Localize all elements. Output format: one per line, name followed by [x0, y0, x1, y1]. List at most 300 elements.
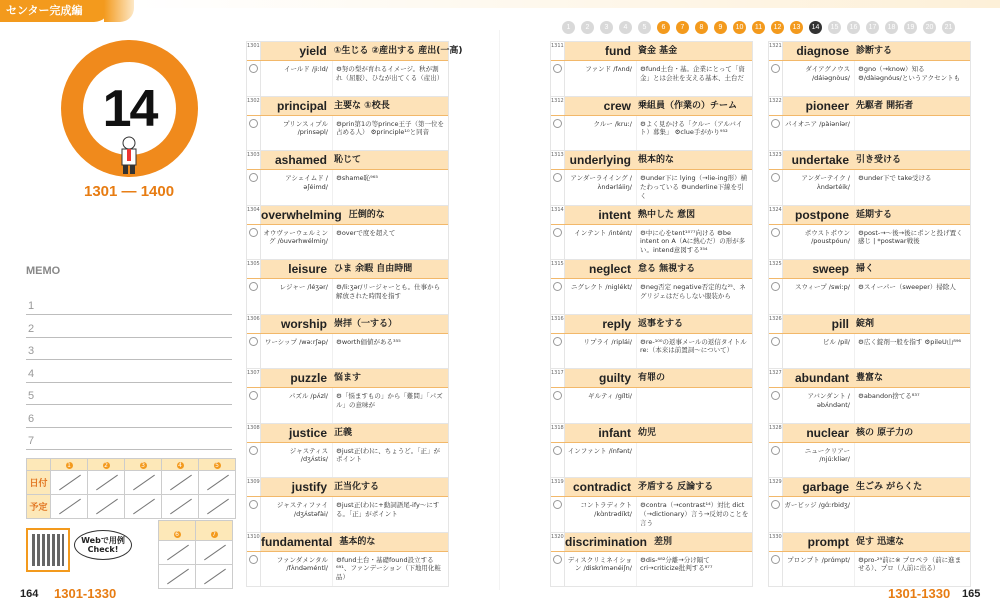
word-entry — [246, 205, 449, 260]
web-check-bubble: Webで用例Check! — [74, 530, 132, 560]
entry-number: 1319 — [551, 478, 565, 496]
progress-dot[interactable]: 8 — [695, 21, 708, 34]
headword: justify — [291, 480, 327, 494]
progress-dot[interactable]: 10 — [733, 21, 746, 34]
memo-line[interactable] — [26, 382, 232, 383]
check-cell[interactable] — [125, 471, 162, 495]
headword: crew — [603, 98, 631, 113]
pronunciation: ジャスティス /dʒʌ́stis/ — [261, 443, 333, 478]
headword: pioneer — [805, 98, 849, 113]
check-circle-icon — [553, 555, 562, 564]
word-entry-header — [247, 151, 448, 170]
check-column-number: 4 — [178, 461, 182, 469]
check-cell-slash — [204, 545, 226, 561]
entry-number: 1315 — [551, 260, 565, 278]
word-meaning: 錠剤 — [856, 318, 875, 329]
word-meaning: 診断する — [856, 46, 893, 56]
word-note — [855, 116, 970, 151]
check-circle[interactable] — [247, 116, 261, 151]
entry-number: 1318 — [551, 424, 565, 442]
check-circle[interactable] — [551, 388, 565, 423]
check-cell-slash — [59, 499, 81, 515]
check-circle-icon — [771, 555, 780, 564]
word-entry-header — [247, 478, 448, 497]
pronunciation: クルー /kruː/ — [565, 116, 637, 151]
check-circle-icon — [553, 391, 562, 400]
word-entry-body — [247, 225, 448, 260]
check-cell-slash — [207, 475, 229, 491]
word-note: ⚙neg否定 negative否定的な²⁵、ネグリジェはだらしない服装から — [640, 283, 746, 300]
headword: leisure — [288, 262, 327, 276]
progress-dot[interactable]: 17 — [866, 21, 879, 34]
word-entry-header — [551, 424, 752, 443]
word-entry — [246, 423, 449, 478]
word-entry-header — [551, 478, 752, 497]
progress-dot[interactable]: 1 — [562, 21, 575, 34]
word-note: ⚙re-¹⁰⁰の返事メールの返信タイトル re:（本来は前置詞～について） — [640, 337, 747, 355]
headword: garbage — [802, 480, 849, 494]
memo-line-number: 2 — [28, 322, 35, 335]
word-note: ⚙just正(わ)に、ちょうど。「正」がポイント — [336, 446, 441, 464]
word-entry-body — [769, 497, 970, 532]
word-note — [855, 443, 970, 478]
check-circle[interactable] — [769, 61, 783, 96]
chapter-range: 1301 — 1400 — [84, 183, 175, 200]
word-column-3 — [768, 41, 971, 587]
word-entry-body — [247, 388, 448, 423]
check-circle[interactable] — [769, 279, 783, 314]
check-cell-slash — [59, 475, 81, 491]
check-cell-slash — [96, 475, 118, 491]
check-circle[interactable] — [247, 388, 261, 423]
check-column-header — [196, 521, 233, 541]
check-circle[interactable] — [769, 443, 783, 478]
section-tab: センター完成編 — [0, 0, 110, 22]
word-meaning: ①生じる ②産出する 産出(一高) — [333, 46, 463, 56]
word-note: ⚙under下に lying（→lie-ing形）横たわっている ⚙underline下線を引く — [640, 174, 748, 200]
check-column-number: 1 — [67, 461, 71, 469]
check-circle-icon — [249, 500, 258, 509]
word-entry-header — [247, 260, 448, 279]
headword: guilty — [599, 371, 631, 385]
check-circle[interactable] — [551, 61, 565, 96]
check-circle-icon — [553, 228, 562, 237]
word-entry-header — [769, 478, 970, 497]
check-column-header — [88, 459, 125, 471]
check-cell-slash — [170, 499, 192, 515]
word-entry-body — [247, 116, 448, 151]
check-column-header — [199, 459, 236, 471]
word-meaning: 引き受ける — [856, 155, 902, 165]
word-entry — [550, 477, 753, 532]
check-cell[interactable] — [162, 495, 199, 519]
check-circle[interactable] — [769, 552, 783, 587]
pronunciation: スウィープ /swiːp/ — [783, 279, 855, 314]
check-table-2 — [158, 520, 233, 589]
check-cell[interactable] — [51, 495, 88, 519]
word-entry-header — [769, 369, 970, 388]
word-note: ⚙中に心をtent¹⁰⁷⁷向ける ⚙be intent on A（Aに熱心だ）の形が多い。intend意図する³⁵⁴ — [640, 228, 746, 255]
word-entry-body — [247, 443, 448, 478]
word-note: ⚙広く錠剤一般を指す ⚙pileU山⁸⁹⁶ — [858, 337, 962, 346]
page-gutter — [499, 30, 500, 590]
entry-number: 1307 — [247, 369, 261, 387]
memo-line[interactable] — [26, 427, 232, 428]
check-table — [26, 458, 236, 519]
progress-dot[interactable]: 4 — [619, 21, 632, 34]
progress-dot[interactable]: 13 — [790, 21, 803, 34]
word-note: ⚙/liːʒər/リージャーとも。仕事から解放された時間を指す — [336, 283, 441, 300]
word-entry — [246, 259, 449, 314]
pronunciation: ガービッジ /gɑ́ːrbidʒ/ — [783, 497, 855, 532]
entry-number: 1305 — [247, 260, 261, 278]
memo-line-number: 1 — [28, 300, 35, 312]
headword: prompt — [807, 534, 849, 549]
check-circle-icon — [249, 228, 258, 237]
headword: infant — [598, 425, 631, 440]
word-meaning: 根本的な — [638, 155, 675, 165]
word-meaning: 正義 — [334, 427, 353, 438]
entry-number: 1312 — [551, 97, 565, 115]
pronunciation: パイオニア /pàiəníər/ — [783, 116, 855, 151]
progress-dot[interactable]: 5 — [638, 21, 651, 34]
check-circle[interactable] — [769, 334, 783, 369]
entry-number: 1314 — [551, 206, 565, 224]
check-cell-slash — [207, 499, 229, 515]
headword: fund — [605, 44, 631, 58]
word-entry-body — [551, 61, 752, 96]
word-entry-body — [551, 552, 752, 587]
word-meaning: 怠る 無視する — [638, 264, 696, 274]
check-column-header — [125, 459, 162, 471]
word-entry — [768, 205, 971, 260]
pronunciation: ギルティ /gílti/ — [565, 388, 637, 423]
check-row-label: 予定 — [27, 495, 51, 519]
progress-dot[interactable]: 20 — [923, 21, 936, 34]
pronunciation: レジャー /léʒər/ — [261, 279, 333, 314]
word-note: ⚙prin第1の等prince王子（第一位を占める人） ⚙principle¹⁰と同音 — [336, 119, 444, 137]
word-entry-body — [769, 116, 970, 151]
memo-line-number: 3 — [28, 345, 35, 357]
progress-dot[interactable]: 18 — [885, 21, 898, 34]
check-circle-icon — [771, 391, 780, 400]
word-entry-header — [551, 315, 752, 334]
word-note — [637, 443, 752, 478]
word-entry-header — [551, 151, 752, 170]
word-entry-body — [247, 170, 448, 205]
headword: abundant — [795, 371, 849, 385]
word-meaning: 矛盾する 反論する — [638, 482, 714, 492]
word-entry — [768, 532, 971, 588]
check-circle[interactable] — [551, 497, 565, 532]
memo-line-number: 4 — [28, 367, 35, 380]
check-column-number: 2 — [104, 461, 108, 469]
word-entry — [768, 368, 971, 423]
progress-dot[interactable]: 16 — [847, 21, 860, 34]
entry-number: 1316 — [551, 315, 565, 333]
word-entry — [550, 314, 753, 369]
check-cell[interactable] — [199, 471, 236, 495]
pronunciation: プロンプト /prɑ́mpt/ — [783, 552, 855, 587]
check-circle-icon — [771, 282, 780, 291]
check-cell[interactable] — [51, 471, 88, 495]
progress-dot[interactable]: 3 — [600, 21, 613, 34]
pronunciation: インファント /ínfənt/ — [565, 443, 637, 478]
headword: yield — [299, 44, 327, 58]
entry-number: 1309 — [247, 478, 261, 496]
progress-dot[interactable]: 9 — [714, 21, 727, 34]
pronunciation: ワーシップ /wəːrʃəp/ — [261, 334, 333, 369]
word-entry — [550, 423, 753, 478]
check-circle[interactable] — [551, 116, 565, 151]
word-entry-body — [769, 225, 970, 260]
word-note — [637, 388, 752, 423]
check-circle[interactable] — [247, 443, 261, 478]
chapter-progress — [562, 21, 955, 34]
word-entry — [246, 477, 449, 532]
word-note: ⚙fund土台・基。企業にとって「資金」とは会社を支える基本、土台だ — [640, 65, 745, 82]
pronunciation: リプライ /riplái/ — [565, 334, 637, 369]
word-meaning: 熱中した 意図 — [638, 209, 696, 220]
entry-number: 1303 — [247, 151, 261, 169]
word-note: ⚙努の梨が育れるイメージ。秋が割れ（屈服）、ひなが出てくる（産出） — [336, 65, 444, 82]
pronunciation: ディスクリミネイション /diskrìmənéiʃn/ — [565, 552, 637, 587]
check-cell[interactable] — [88, 495, 125, 519]
memo-line[interactable] — [26, 337, 232, 338]
left-page-number: 164 — [20, 588, 39, 600]
entry-number: 1304 — [247, 206, 261, 224]
word-note: ⚙under下で take受ける — [858, 174, 932, 182]
word-entry-header — [247, 97, 448, 116]
headword: postpone — [795, 207, 849, 222]
check-cell[interactable] — [199, 495, 236, 519]
headword: discrimination — [565, 534, 648, 549]
word-entry — [768, 314, 971, 369]
headword: overwhelming — [261, 207, 342, 222]
progress-dot[interactable]: 11 — [752, 21, 765, 34]
check-circle[interactable] — [551, 334, 565, 369]
word-meaning: 掃く — [856, 264, 875, 274]
check-circle[interactable] — [247, 334, 261, 369]
entry-number: 1301 — [247, 42, 261, 60]
word-note: ⚙contra（→contrast¹⁴）対比 dict（→dictionary）言う→反対のことを言う — [640, 501, 749, 527]
entry-number: 1302 — [247, 97, 261, 115]
check-column-number: 6 — [175, 531, 179, 538]
word-entry — [768, 259, 971, 314]
pronunciation: アンダーテイク /ʌ̀ndərtéik/ — [783, 170, 855, 205]
check-circle[interactable] — [769, 497, 783, 532]
word-entry — [550, 41, 753, 96]
check-column-number: 3 — [141, 461, 145, 469]
check-circle-icon — [771, 119, 780, 128]
check-circle-icon — [553, 119, 562, 128]
pronunciation: コントラディクト /kɑ̀ntrədíkt/ — [565, 497, 637, 532]
entry-number: 1321 — [769, 42, 783, 60]
chapter-number: 14 — [102, 79, 157, 138]
word-meaning: 悩ます — [334, 373, 362, 383]
word-entry — [550, 532, 753, 588]
check-cell[interactable] — [162, 471, 199, 495]
check-circle[interactable] — [769, 388, 783, 423]
word-note: ⚙just正(わ)に+動詞語尾-ify～にする。「正」がポイント — [336, 501, 440, 518]
pronunciation: オウヴァーウェルミング /òuvərhwélmiŋ/ — [261, 225, 333, 260]
word-note: ⚙gno（→know）知る ⚙/dàiəgnóus/というアクセントも — [858, 65, 961, 82]
check-circle[interactable] — [247, 279, 261, 314]
progress-dot[interactable]: 7 — [676, 21, 689, 34]
word-entry-body — [769, 443, 970, 478]
memo-line-number: 5 — [28, 390, 35, 402]
word-note: ⚙shame恥⁹⁶⁵ — [336, 174, 378, 182]
pronunciation: ジャスティファイ /dʒʌ́stəfài/ — [261, 497, 333, 532]
pronunciation: インテント /intént/ — [565, 225, 637, 260]
check-column-number: 7 — [212, 531, 216, 538]
check-circle[interactable] — [551, 552, 565, 587]
headword: fundamental — [261, 534, 333, 549]
check-cell[interactable] — [125, 495, 162, 519]
word-column-1 — [246, 41, 463, 587]
entry-number: 1322 — [769, 97, 783, 115]
headword: ashamed — [274, 153, 327, 167]
progress-dot[interactable]: 12 — [771, 21, 784, 34]
entry-number: 1326 — [769, 315, 783, 333]
check-circle[interactable] — [769, 116, 783, 151]
check-cell[interactable] — [196, 541, 233, 565]
word-entry-header — [551, 533, 752, 552]
word-meaning: 基本的な — [339, 536, 376, 547]
progress-dot[interactable]: 2 — [581, 21, 594, 34]
check-circle[interactable] — [247, 170, 261, 205]
qr-code[interactable] — [26, 528, 70, 572]
entry-number: 1323 — [769, 151, 783, 169]
check-cell-slash — [133, 475, 155, 491]
check-circle[interactable] — [551, 443, 565, 478]
progress-dot[interactable]: 15 — [828, 21, 841, 34]
headword: intent — [598, 207, 631, 222]
word-entry — [246, 368, 449, 423]
pronunciation: プリンスィプル /prinsəpl/ — [261, 116, 333, 151]
word-entry-body — [769, 334, 970, 369]
check-cell-slash — [167, 569, 189, 585]
word-meaning: 正当化する — [334, 482, 380, 492]
entry-number: 1306 — [247, 315, 261, 333]
word-entry-header — [769, 151, 970, 170]
word-column-2 — [550, 41, 753, 587]
progress-dot[interactable]: 19 — [904, 21, 917, 34]
check-cell[interactable] — [159, 541, 196, 565]
word-entry-header — [247, 206, 448, 225]
word-meaning: ひま 余暇 自由時間 — [334, 264, 413, 274]
word-entry-header — [769, 315, 970, 334]
check-column-header — [51, 459, 88, 471]
word-entry-body — [551, 279, 752, 314]
word-entry-header — [769, 97, 970, 116]
word-entry-header — [247, 533, 448, 552]
entry-number: 1328 — [769, 424, 783, 442]
word-entry — [550, 368, 753, 423]
word-meaning: 先駆者 開拓者 — [856, 100, 914, 111]
word-note: ⚙よく見かける「クルー（アルバイト）募集」 ⚙clue手がかり⁹⁵² — [640, 119, 743, 137]
memo-line[interactable] — [26, 359, 232, 360]
word-note: ⚙fund土台・基礎found設立する⁶⁹¹、ファンデーション（下地用化粧品） — [336, 555, 441, 582]
progress-dot[interactable]: 21 — [942, 21, 955, 34]
headword: undertake — [791, 153, 849, 167]
check-column-header — [159, 521, 196, 541]
headword: justice — [288, 425, 327, 440]
word-entry-header — [769, 260, 970, 279]
check-circle-icon — [553, 64, 562, 73]
word-entry — [550, 96, 753, 151]
progress-dot[interactable]: 14 — [809, 21, 822, 34]
word-note: ⚙「悩ますもの」から「難問」「パズル」の意味が — [336, 392, 443, 409]
word-meaning: 主要な ①校長 — [334, 100, 390, 111]
word-entry — [768, 423, 971, 478]
check-circle[interactable] — [247, 225, 261, 260]
word-meaning: 核の 原子力の — [856, 427, 914, 438]
memo-title: MEMO — [26, 265, 61, 277]
check-circle-icon — [771, 500, 780, 509]
memo-line[interactable] — [26, 314, 232, 315]
word-meaning: 延期する — [856, 209, 893, 220]
entry-number: 1329 — [769, 478, 783, 496]
word-entry-header — [551, 260, 752, 279]
progress-dot[interactable]: 6 — [657, 21, 670, 34]
check-circle[interactable] — [247, 497, 261, 532]
word-entry — [550, 259, 753, 314]
word-note: ⚙dis-⁶⁸²分離→分け隔て cri→criticize批判する⁸⁷⁷ — [640, 555, 713, 573]
headword: contradict — [572, 480, 631, 494]
headword: pill — [831, 316, 849, 331]
pronunciation: イールド /jiːld/ — [261, 61, 333, 96]
check-circle[interactable] — [247, 552, 261, 587]
pronunciation: パズル /pʌ́zl/ — [261, 388, 333, 423]
right-range-label: 1301-1330 — [888, 586, 951, 601]
entry-number: 1311 — [551, 42, 565, 60]
check-circle-icon — [249, 282, 258, 291]
pronunciation: ピル /pil/ — [783, 334, 855, 369]
pronunciation: ニュークリアー /njúːkliər/ — [783, 443, 855, 478]
check-circle[interactable] — [769, 170, 783, 205]
memo-line[interactable] — [26, 404, 232, 405]
check-circle-icon — [553, 500, 562, 509]
check-circle[interactable] — [551, 225, 565, 260]
check-cell[interactable] — [159, 565, 196, 589]
entry-number: 1325 — [769, 260, 783, 278]
check-circle[interactable] — [769, 225, 783, 260]
word-entry-body — [247, 497, 448, 532]
word-entry — [246, 314, 449, 369]
right-page-number: 165 — [962, 588, 981, 600]
check-cell[interactable] — [196, 565, 233, 589]
word-entry-header — [551, 97, 752, 116]
check-cell[interactable] — [88, 471, 125, 495]
check-circle[interactable] — [551, 170, 565, 205]
word-note — [855, 497, 970, 532]
check-circle-icon — [553, 337, 562, 346]
memo-line[interactable] — [26, 449, 232, 450]
check-circle[interactable] — [551, 279, 565, 314]
word-entry-body — [247, 552, 448, 587]
check-circle-icon — [249, 119, 258, 128]
check-circle[interactable] — [247, 61, 261, 96]
entry-number: 1330 — [769, 533, 783, 551]
word-entry — [768, 41, 971, 96]
headword: neglect — [588, 262, 631, 276]
word-entry — [246, 532, 449, 588]
pronunciation: ポウストポウン /poustpóun/ — [783, 225, 855, 260]
word-entry-body — [551, 388, 752, 423]
word-meaning: 圧倒的な — [348, 209, 385, 220]
headword: principal — [276, 98, 327, 113]
